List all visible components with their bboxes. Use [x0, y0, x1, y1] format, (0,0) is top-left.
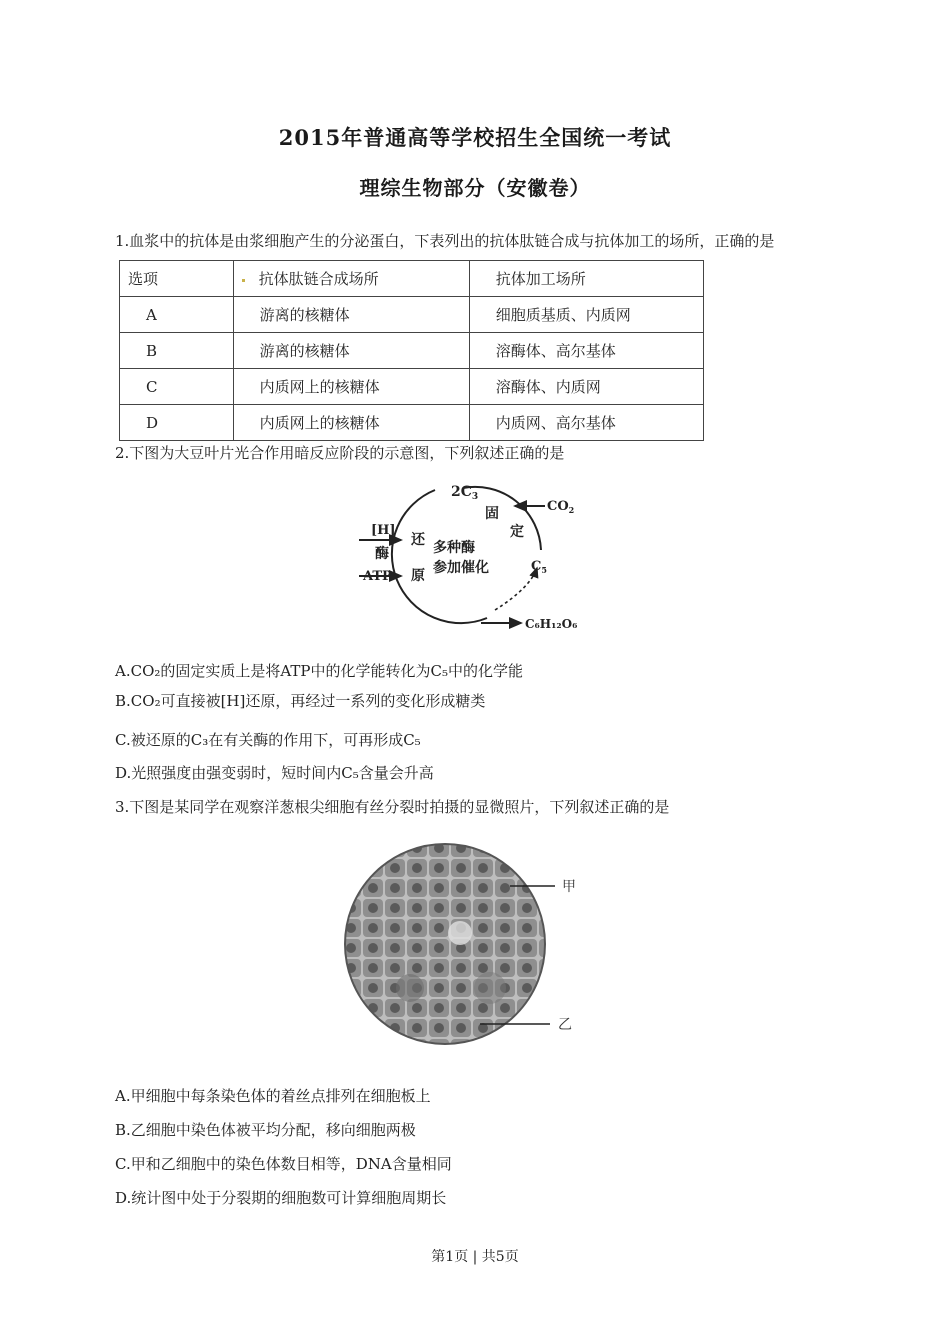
- table-header-cell: 抗体加工场所: [469, 261, 703, 297]
- c3-label: $2C_3$: [451, 484, 479, 502]
- table-header-cell: 选项: [120, 261, 234, 297]
- micrograph-figure: [340, 838, 600, 1058]
- table-cell: 内质网、高尔基体: [469, 405, 703, 441]
- label-yi: 乙: [558, 1017, 572, 1033]
- label-jia: 甲: [562, 879, 576, 895]
- q2-option-d: D.光照强度由强变弱时，短时间内C₅含量会升高: [115, 764, 434, 782]
- h-label: [H]: [371, 523, 396, 538]
- q2-option-b: B.CO₂可直接被[H]还原，再经过一系列的变化形成糖类: [115, 692, 486, 710]
- q1-table: [119, 260, 704, 441]
- table-cell: 细胞质基质、内质网: [469, 297, 703, 333]
- reduction-label-1: 还: [411, 532, 425, 548]
- center-label-2: 参加催化: [433, 560, 489, 576]
- table-row: [120, 369, 704, 405]
- regeneration-arrow: [495, 568, 537, 610]
- enzyme-label: 酶: [375, 546, 389, 562]
- co2-label: $CO_2$: [547, 499, 575, 515]
- fix-label-2: 定: [510, 524, 524, 540]
- atp-label: ATP: [363, 569, 392, 584]
- exam-title: 2015年普通高等学校招生全国统一考试: [278, 125, 672, 150]
- center-label-1: 多种酶: [433, 540, 475, 556]
- table-row: [120, 297, 704, 333]
- table-header-cell: [233, 261, 469, 297]
- micrograph-image: [345, 844, 545, 1044]
- exam-subtitle: 理综生物部分（安徽卷）: [359, 176, 591, 200]
- table-row: [120, 333, 704, 369]
- glucose-label: C₆H₁₂O₆: [525, 617, 578, 631]
- table-cell: 游离的核糖体: [233, 297, 469, 333]
- table-cell: D: [120, 405, 234, 441]
- table-cell: 内质网上的核糖体: [233, 405, 469, 441]
- table-cell: 溶酶体、内质网: [469, 369, 703, 405]
- table-cell: C: [120, 369, 234, 405]
- q3-option-d: D.统计图中处于分裂期的细胞数可计算细胞周期长: [115, 1189, 447, 1207]
- dot-mark: [242, 279, 245, 282]
- table-cell: B: [120, 333, 234, 369]
- q3-stem: 3.下图是某同学在观察洋葱根尖细胞有丝分裂时拍摄的显微照片，下列叙述正确的是: [115, 798, 670, 816]
- table-cell: A: [120, 297, 234, 333]
- table-header-row: [120, 261, 704, 297]
- table-cell: 溶酶体、高尔基体: [469, 333, 703, 369]
- q3-option-c: C.甲和乙细胞中的染色体数目相等，DNA含量相同: [115, 1155, 452, 1173]
- page-footer: 第1页 | 共5页: [431, 1249, 519, 1265]
- q2-stem: 2.下图为大豆叶片光合作用暗反应阶段的示意图，下列叙述正确的是: [115, 444, 565, 462]
- q3-option-b: B.乙细胞中染色体被平均分配，移向细胞两极: [115, 1121, 416, 1139]
- fix-label-1: 固: [485, 506, 499, 522]
- q2-option-a: A.CO₂的固定实质上是将ATP中的化学能转化为C₅中的化学能: [115, 662, 523, 680]
- table-cell: 游离的核糖体: [233, 333, 469, 369]
- cycle-arc: [392, 490, 487, 623]
- q3-option-a: A.甲细胞中每条染色体的着丝点排列在细胞板上: [115, 1087, 431, 1105]
- table-cell: 内质网上的核糖体: [233, 369, 469, 405]
- q2-option-c: C.被还原的C₃在有关酶的作用下，可再形成C₅: [115, 731, 421, 749]
- c5-label: $C_5$: [531, 559, 547, 575]
- calvin-cycle-diagram: [355, 478, 595, 643]
- q1-stem: 1.血浆中的抗体是由浆细胞产生的分泌蛋白，下表列出的抗体肽链合成与抗体加工的场所，正确的是: [115, 232, 775, 250]
- table-row: [120, 405, 704, 441]
- reduction-label-2: 原: [411, 568, 425, 584]
- header-text: 抗体肽链合成场所: [258, 270, 379, 288]
